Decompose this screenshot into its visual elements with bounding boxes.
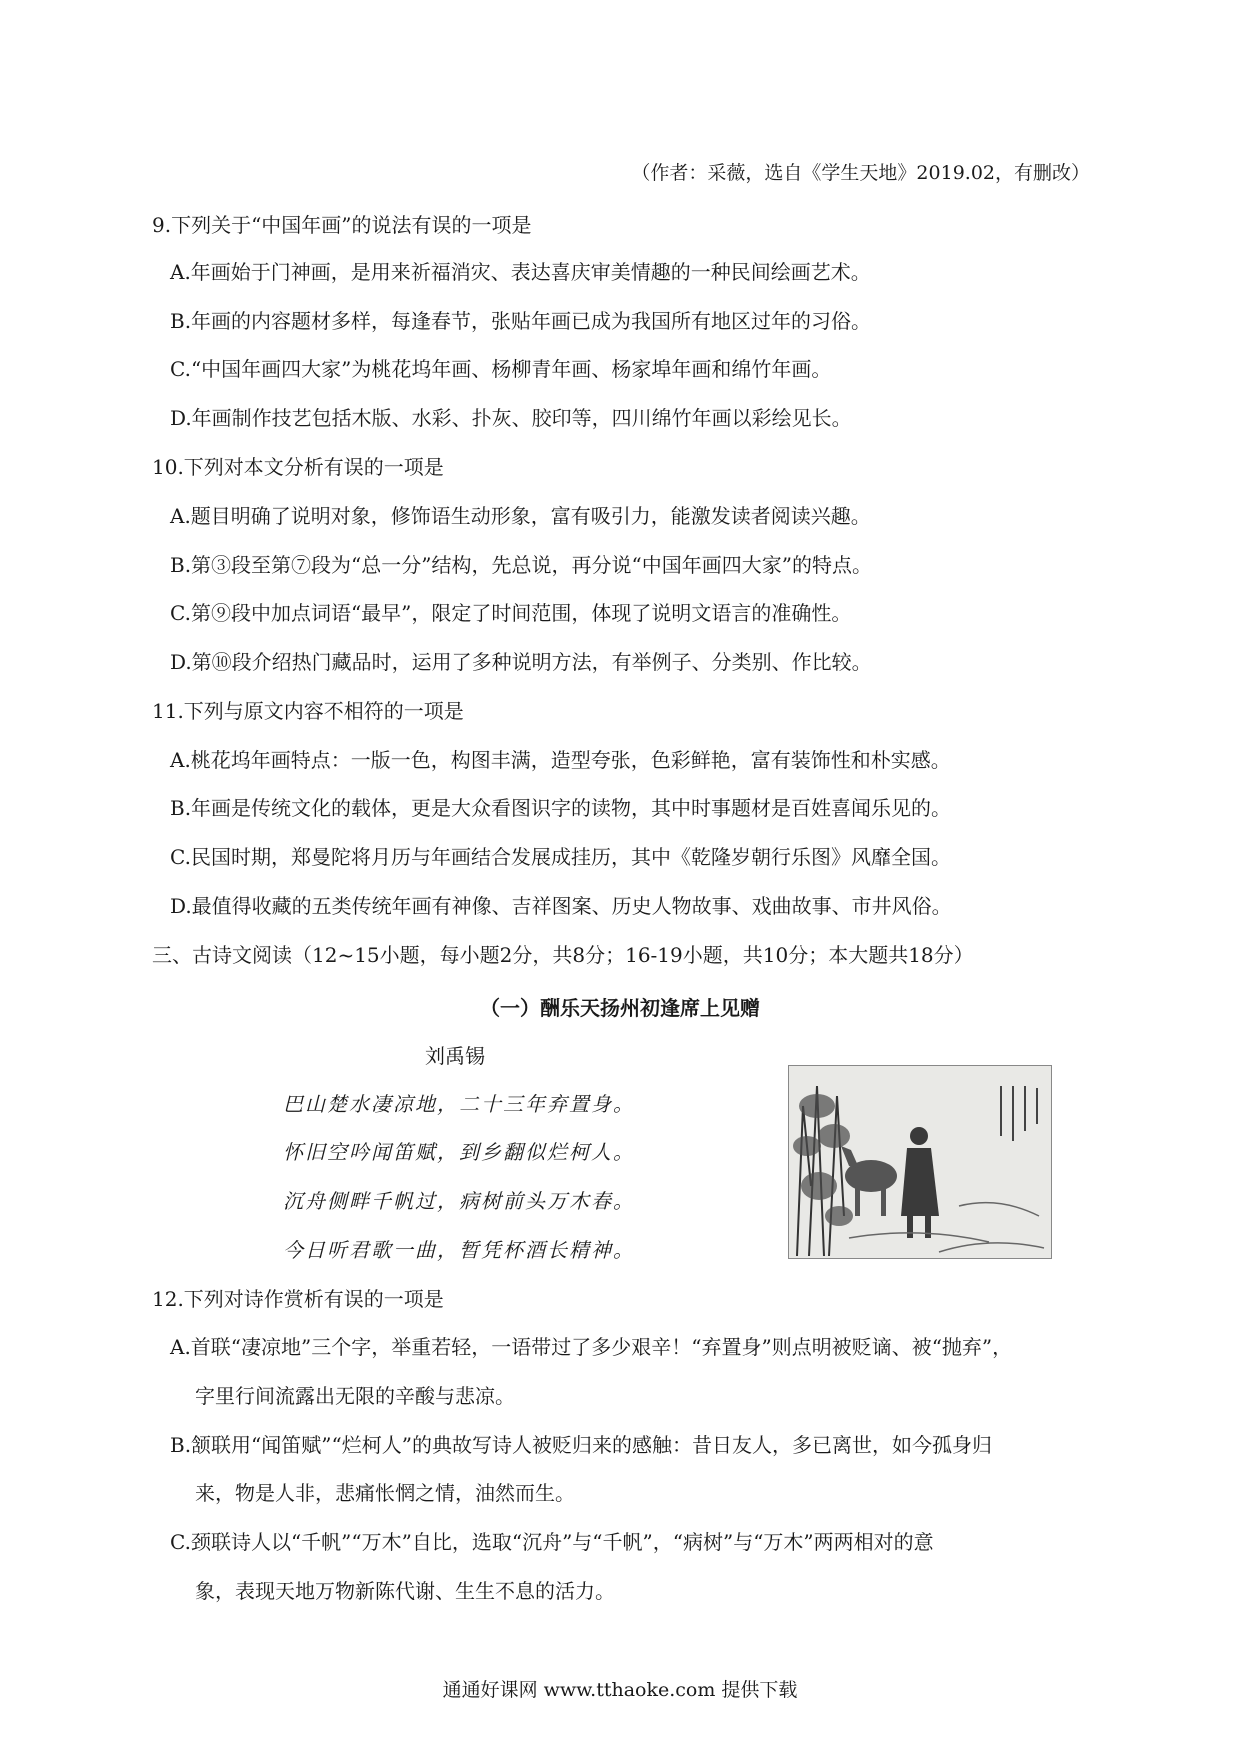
question-10-stem: 10.下列对本文分析有误的一项是 bbox=[152, 455, 444, 479]
question-10-option-c: C.第⑨段中加点词语“最早”，限定了时间范围，体现了说明文语言的准确性。 bbox=[170, 601, 852, 625]
question-9-option-c: C.“中国年画四大家”为桃花坞年画、杨柳青年画、杨家埠年画和绵竹年画。 bbox=[170, 357, 832, 381]
footer-watermark: 通通好课网 www.tthaoke.com 提供下载 bbox=[442, 1679, 798, 1701]
question-11-stem: 11.下列与原文内容不相符的一项是 bbox=[152, 699, 464, 723]
question-12-stem: 12.下列对诗作赏析有误的一项是 bbox=[152, 1287, 444, 1311]
poem-line-3: 沉舟侧畔千帆过，病树前头万木春。 bbox=[283, 1189, 635, 1213]
poem-line-4: 今日听君歌一曲，暂凭杯酒长精神。 bbox=[283, 1238, 635, 1262]
question-12-option-a-cont: 字里行间流露出无限的辛酸与悲凉。 bbox=[195, 1384, 515, 1408]
question-10-option-b: B.第③段至第⑦段为“总一分”结构，先总说，再分说“中国年画四大家”的特点。 bbox=[170, 553, 872, 577]
question-10-option-a: A.题目明确了说明对象，修饰语生动形象，富有吸引力，能激发读者阅读兴趣。 bbox=[170, 504, 871, 528]
question-12-option-c-cont: 象，表现天地万物新陈代谢、生生不息的活力。 bbox=[195, 1579, 615, 1603]
poem-illustration bbox=[788, 1065, 1052, 1259]
section-3-heading: 三、古诗文阅读（12~15小题，每小题2分，共8分；16-19小题，共10分；本大题共18分） bbox=[152, 943, 974, 967]
question-12-option-c: C.颈联诗人以“千帆”“万木”自比，选取“沉舟”与“千帆”，“病树”与“万木”两两相对的意 bbox=[170, 1530, 934, 1554]
ink-painting-image bbox=[789, 1066, 1051, 1258]
question-11-option-b: B.年画是传统文化的载体，更是大众看图识字的读物，其中时事题材是百姓喜闻乐见的。 bbox=[170, 796, 952, 820]
question-9-option-b: B.年画的内容题材多样，每逢春节，张贴年画已成为我国所有地区过年的习俗。 bbox=[170, 309, 872, 333]
question-12-option-a: A.首联“凄凉地”三个字，举重若轻，一语带过了多少艰辛！“弃置身”则点明被贬谪、被“抛弃”， bbox=[170, 1335, 1013, 1359]
poem-title: （一）酬乐天扬州初逢席上见赠 bbox=[480, 996, 760, 1020]
question-9-option-a: A.年画始于门神画，是用来祈福消灾、表达喜庆审美情趣的一种民间绘画艺术。 bbox=[170, 260, 871, 284]
poem-line-1: 巴山楚水凄凉地，二十三年弃置身。 bbox=[283, 1092, 635, 1116]
poem-author: 刘禹锡 bbox=[425, 1044, 485, 1068]
question-12-option-b: B.颔联用“闻笛赋”“烂柯人”的典故写诗人被贬归来的感触：昔日友人，多已离世，如今孤身归 bbox=[170, 1433, 992, 1457]
question-9-stem: 9.下列关于“中国年画”的说法有误的一项是 bbox=[152, 213, 532, 237]
question-9-option-d: D.年画制作技艺包括木版、水彩、扑灰、胶印等，四川绵竹年画以彩绘见长。 bbox=[170, 406, 852, 430]
source-note: （作者：采薇，选自《学生天地》2019.02，有删改） bbox=[631, 162, 1090, 184]
question-11-option-d: D.最值得收藏的五类传统年画有神像、吉祥图案、历史人物故事、戏曲故事、市井风俗。 bbox=[170, 894, 952, 918]
question-11-option-a: A.桃花坞年画特点：一版一色，构图丰满，造型夸张，色彩鲜艳，富有装饰性和朴实感。 bbox=[170, 748, 951, 772]
question-12-option-b-cont: 来，物是人非，悲痛怅惘之情，油然而生。 bbox=[195, 1481, 575, 1505]
question-11-option-c: C.民国时期，郑曼陀将月历与年画结合发展成挂历，其中《乾隆岁朝行乐图》风靡全国。 bbox=[170, 845, 951, 869]
poem-line-2: 怀旧空吟闻笛赋，到乡翻似烂柯人。 bbox=[283, 1140, 635, 1164]
question-10-option-d: D.第⑩段介绍热门藏品时，运用了多种说明方法，有举例子、分类别、作比较。 bbox=[170, 650, 872, 674]
